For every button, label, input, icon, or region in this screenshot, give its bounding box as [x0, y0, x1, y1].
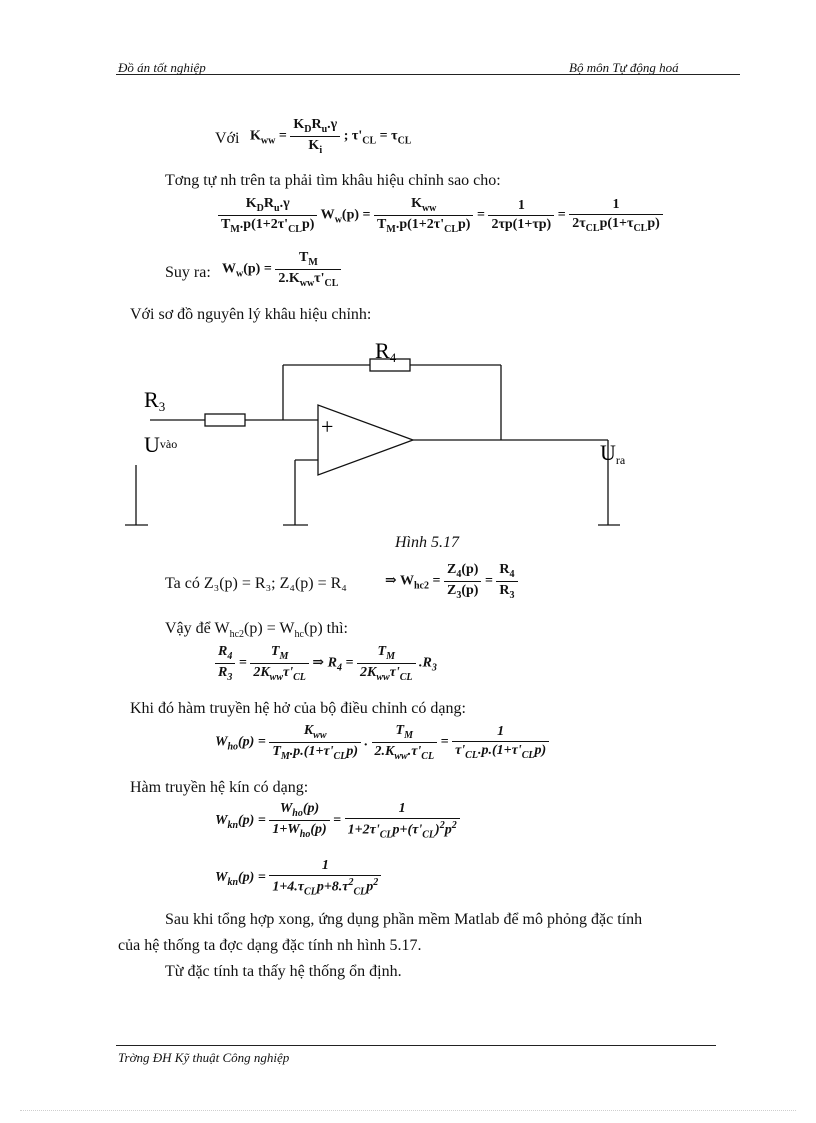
text-khi-do: Khi đó hàm truyền hệ hở của bộ điều chỉnh có dạng: — [130, 700, 466, 717]
suy-ra-label: Suy ra: — [165, 264, 211, 281]
formula-who: $W_{ho}(p)$ = $\frac{K_{ww}}{T_M.p.(1+\tau'_{CL}p)}$ . $\frac{T_M}{2.K_{ww}.\tau'_{CL}}$ = $\frac{1}{\tau'_{CL}.p.(1+\tau'_{CL}p)}$ — [215, 723, 549, 762]
figure-caption: Hình 5.17 — [395, 534, 459, 551]
text-tuong-tu: Tơng tự nh trên ta phải tìm khâu hiệu chỉnh sao cho: — [165, 172, 501, 189]
r4-label: R4 — [375, 338, 397, 365]
footer-rule — [116, 1045, 716, 1046]
header-rule — [116, 74, 740, 75]
para2: Từ đặc tính ta thấy hệ thống ổn định. — [165, 963, 402, 980]
text-ham-truyen-kin: Hàm truyền hệ kín có dạng: — [130, 779, 309, 796]
formula-kww: $K_{ww}$ = $\frac{K_DR_u.\gamma}{K_i}$ ; $\tau'_{CL} = \tau_{CL}$ — [250, 117, 412, 156]
op-amp-circuit — [120, 330, 640, 545]
text-vay-de: Vậy để $W_{hc2}(p) = W_{hc}(p)$ thì: — [165, 620, 348, 641]
formula-wkin-2: $W_{kn}(p)$ = $\frac{1}{1+4.\tau_{CL}p+8.\tau^2_{CL}p^2}$ — [215, 858, 381, 897]
para1-line2: của hệ thống ta đợc dạng đặc tính nh hình 5.17. — [118, 937, 422, 954]
text-ta-co: Ta có Z₃(p) = R₃; Z₄(p) = R₄ — [165, 575, 347, 592]
text-so-do: Với sơ đồ nguyên lý khâu hiệu chỉnh: — [130, 306, 372, 323]
formula-r4: $\frac{R_4}{R_3}$ = $\frac{T_M}{2K_{ww}\tau'_{CL}}$ ⇒ $R_4$ = $\frac{T_M}{2K_{ww}\tau'_{CL}}$ $.R_3$ — [215, 644, 437, 683]
uvao-label: Uvào — [144, 432, 178, 457]
footer-left: Trờng ĐH Kỹ thuật Công nghiệp — [118, 1050, 290, 1065]
formula-wkin-1: $W_{kn}(p)$ = $\frac{W_{ho}(p)}{1+W_{ho}(p)}$ = $\frac{1}{1+2\tau'_{CL}p+(\tau'_{CL})^2p^2}$ — [215, 801, 460, 840]
plus-sign: + — [321, 414, 334, 439]
header-left: Đồ án tốt nghiệp — [118, 60, 206, 75]
header-right: Bộ môn Tự động hoá — [569, 60, 679, 75]
formula-suy-ra: $W_w(p)$ = $\frac{T_M}{2.K_{ww}\tau'_{CL}}$ — [222, 250, 341, 289]
resistor-r3 — [205, 414, 245, 426]
r3-label: R3 — [144, 387, 166, 414]
voi-label: Với — [215, 130, 240, 147]
para1-line1: Sau khi tổng hợp xong, ứng dụng phần mềm Matlab để mô phỏng đặc tính — [165, 911, 643, 928]
formula-whc2: ⇒ $W_{hc2}$ = $\frac{Z_4(p)}{Z_3(p)}$ = $\frac{R_4}{R_3}$ — [385, 562, 518, 601]
page-bottom-dotted-line — [20, 1110, 796, 1111]
ura-label: Ura — [600, 440, 626, 467]
formula-ww-condition: $\frac{K_DR_u.\gamma}{T_M.p(1+2\tau'_{CL}p)}$ $W_w(p)$ = $\frac{K_{ww}}{T_M.p(1+2\tau'_{CL}p)}$ = $\frac{1}{2\tau p(1+\tau p)}$ = $\frac{1}{2\tau_{CL}p(1+\tau_{CL}p)}$ — [218, 196, 663, 235]
